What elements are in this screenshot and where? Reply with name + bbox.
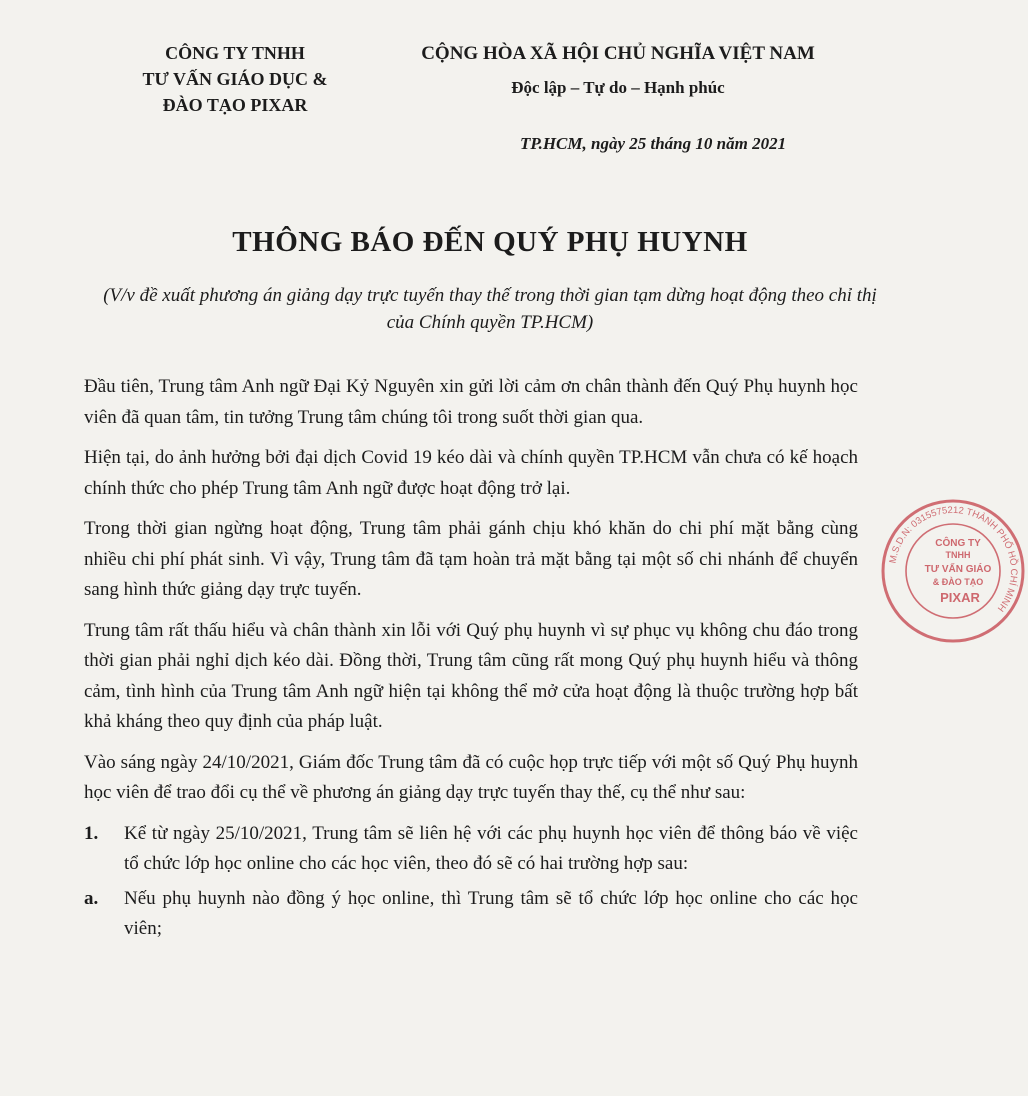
national-header — [388, 40, 848, 102]
body-paragraph: Trong thời gian ngừng hoạt động, Trung tâm phải gánh chịu khó khăn do chi phí mặt bằng cùng nhiều chi phí phát sinh. Vì vậy, Trung tâm đã tạm hoàn trả mặt bằng tại một số chi nhánh để chuyển sang hình thức giảng dạy trực tuyến. — [84, 518, 858, 600]
list-text: Nếu phụ huynh nào đồng ý học online, thì Trung tâm sẽ tổ chức lớp học online cho các học viên; — [124, 887, 858, 939]
seal-line: CÔNG TY — [935, 538, 981, 549]
seal-ring-text: M.S.D.N: 0315575212 THÀNH PHỐ HỒ CHÍ MINH — [887, 504, 1020, 614]
list-marker: a. — [84, 887, 99, 909]
seal-line: PIXAR — [940, 590, 980, 605]
nation-name: CỘNG HÒA XÃ HỘI CHỦ NGHĨA VIỆT NAM — [421, 43, 815, 64]
document-title: THÔNG BÁO ĐẾN QUÝ PHỤ HUYNH — [232, 226, 748, 258]
document-body — [84, 372, 858, 945]
document-date: TP.HCM, ngày 25 tháng 10 năm 2021 — [520, 134, 787, 153]
body-paragraph: Trung tâm rất thấu hiểu và chân thành xin lỗi với Quý phụ huynh vì sự phục vụ không chu đáo trong thời gian phải nghỉ dịch kéo dài. Đồng thời, Trung tâm cũng rất mong Quý phụ huynh hiểu và thông cảm, tình hình của Trung tâm Anh ngữ hiện tại không thể mở cửa hoạt động là thuộc trường hợp bất khả kháng theo quy định của pháp luật. — [84, 619, 858, 732]
company-header — [110, 40, 360, 118]
company-line: TƯ VẤN GIÁO DỤC & — [142, 69, 328, 89]
document-subtitle: (V/v đề xuất phương án giảng dạy trực tuyến thay thế trong thời gian tạm dừng hoạt động theo chỉ thị của Chính quyền TP.HCM) — [103, 285, 877, 333]
company-line: ĐÀO TẠO PIXAR — [162, 95, 308, 115]
national-motto: Độc lập – Tự do – Hạnh phúc — [511, 78, 725, 97]
list-text: Kể từ ngày 25/10/2021, Trung tâm sẽ liên hệ với các phụ huynh học viên để thông báo về việc tổ chức lớp học online cho các học viên, theo đó sẽ có hai trường hợp sau: — [124, 822, 858, 874]
seal-line: TƯ VẤN GIÁO — [924, 564, 992, 575]
body-paragraph: Vào sáng ngày 24/10/2021, Giám đốc Trung tâm đã có cuộc họp trực tiếp với một số Quý Phụ huynh học viên để trao đổi cụ thể về phương án giảng dạy trực tuyến thay thế, cụ thể như sau: — [84, 751, 858, 803]
company-line: CÔNG TY TNHH — [165, 43, 305, 63]
list-item — [84, 819, 858, 880]
seal-line: & ĐÀO TẠO — [932, 577, 984, 587]
list-marker: 1. — [84, 822, 99, 844]
body-paragraph: Hiện tại, do ảnh hưởng bởi đại dịch Covid 19 kéo dài và chính quyền TP.HCM vẫn chưa có kế hoạch chính thức cho phép Trung tâm Anh ngữ được hoạt động trở lại. — [84, 447, 858, 499]
seal-line: TNHH — [945, 550, 971, 560]
body-paragraph: Đầu tiên, Trung tâm Anh ngữ Đại Kỷ Nguyên xin gửi lời cảm ơn chân thành đến Quý Phụ huynh học viên đã quan tâm, tin tưởng Trung tâm chúng tôi trong suốt thời gian qua. — [84, 376, 858, 428]
company-seal-icon — [878, 496, 1028, 646]
list-item — [84, 884, 858, 945]
